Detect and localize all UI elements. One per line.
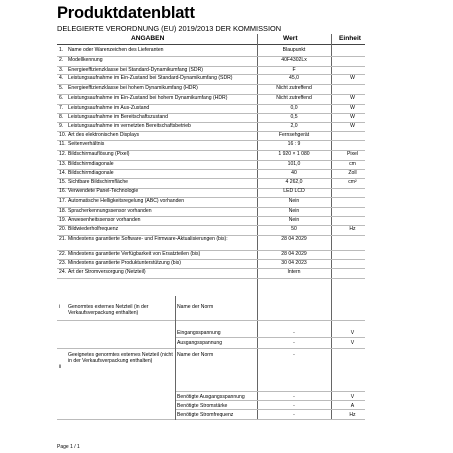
row-unit: W [350,123,355,129]
psu-voltage-unit: V [350,394,355,400]
psu-external-norm-value: - [293,352,295,358]
row-label: Art des elektronischen Displays [68,132,140,138]
row-number: 11. [59,141,66,147]
row-number: 22. [59,251,67,257]
row-value: 4 262,0 [285,179,303,185]
row-number: 19. [59,217,67,223]
psu-external-norm-label: Name der Norm [177,352,214,358]
row-value: 50 [291,226,297,232]
psu-output-label: Ausgangsspannung [177,340,223,346]
row-unit: cm² [348,179,357,185]
row-number: 14. [59,170,67,176]
row-label: Spracherkennungssensor vorhanden [68,208,152,214]
psu-frequency-label: Benötigte Stromfrequenz [177,412,234,418]
row-value: 30 04 2023 [281,260,307,266]
row-label: Leistungsaufnahme im Ein-Zustand bei hohem Dynamikumfang (HDR) [68,95,228,101]
row-number: 9. [59,123,64,129]
row-divider [175,400,365,401]
row-value: LED LCD [283,188,305,194]
row-divider [175,391,365,392]
row-number: 12. [59,151,67,157]
row-unit: Zoll [348,170,357,176]
row-value: 28 04 2029 [281,251,307,257]
psu-voltage-label: Benötigte Ausgangsspannung [177,394,245,400]
row-value: 28 04 2029 [281,236,307,242]
header-wert: Wert [283,35,298,42]
row-unit: W [350,105,355,111]
psu-current-value: - [293,403,295,409]
row-value: 45,0 [289,75,299,81]
row-label: Leistungsaufnahme im Ein-Zustand bei Standard-Dynamikumfang (SDR) [68,75,233,81]
row-value: Fernsehgerät [278,132,310,138]
row-value: 16 : 9 [287,141,301,147]
row-number: 7. [59,105,64,111]
row-number: 3. [59,67,64,73]
row-label: Modellkennung [68,57,103,63]
row-unit: Pixel [346,151,359,157]
column-divider [175,296,176,420]
header-angaben: ANGABEN [131,35,165,42]
row-unit: Hz [349,226,356,232]
page-title: Produktdatenblatt [57,4,195,22]
row-label: Anwesenheitssensor vorhanden [68,217,141,223]
table-row [57,235,365,251]
row-divider [175,409,365,410]
row-number: 10. [59,132,67,138]
psu-voltage-value: - [293,394,295,400]
psu-internal-norm-label: Name der Norm [177,304,214,310]
row-divider [57,320,365,321]
product-data-table [57,34,365,420]
row-label: Bildschirmauflösung (Pixel) [68,151,130,157]
psu-output-value: - [293,340,295,346]
row-number: 6. [59,95,64,101]
row-number: 17. [59,198,67,204]
row-value: Nicht zutreffend [276,85,312,91]
row-divider [175,337,365,338]
row-value: Nein [288,208,300,214]
row-label: Name oder Warenzeichen des Lieferanten [68,47,164,53]
row-label: Leistungsaufnahme im Bereitschaftszustand [68,114,168,120]
row-label: Mindestens garantierte Software- und Firmware-Aktualisierungen (bis): [68,236,228,242]
row-number: 13. [59,161,67,167]
row-value: 40 [291,170,297,176]
psu-external-label: Geeignetes genormtes externes Netzteil (nicht in der Verkaufsverpackung enthalten) [68,352,173,364]
row-value: 101,0 [287,161,301,167]
row-unit: W [350,114,355,120]
row-value: Nein [288,198,300,204]
row-number: 4. [59,75,64,81]
page-footer: Page 1 / 1 [57,444,80,450]
psu-frequency-value: - [293,412,295,418]
table-row [57,268,365,279]
row-label: Bildschirmdiagonale [68,170,114,176]
row-value: 40F4302Lx [281,57,307,63]
row-number: 20. [59,226,67,232]
row-label: Seitenverhältnis [68,141,105,147]
psu-input-value: - [293,330,295,336]
row-value: 0,0 [290,105,298,111]
psu-output-unit: V [350,340,355,346]
row-label: Sichtbare Bildschirmfläche [68,179,129,185]
header-einheit: Einheit [339,35,361,42]
table-header [57,34,365,45]
row-value: F [292,67,296,73]
psu-current-label: Benötigte Stromstärke [177,403,228,409]
psu-input-label: Eingangsspannung [177,330,221,336]
row-number: 16. [59,188,67,194]
row-number: 5. [59,85,64,91]
row-number: 23. [59,260,67,266]
row-number: 24. [59,269,67,275]
row-divider [57,348,365,349]
psu-internal-label: Genormtes externes Netzteil (in der Verkaufsverpackung enthalten) [68,304,149,316]
row-label: Leistungsaufnahme im Aus-Zustand [68,105,150,111]
row-label: Energieeffizienzklasse bei hohem Dynamikumfang (HDR) [68,85,198,91]
row-number: 21. [59,236,67,242]
regulation-subtitle: DELEGIERTE VERORDNUNG (EU) 2019/2013 DER KOMMISSION [57,24,282,33]
row-label: Energieeffizienzklasse bei Standard-Dynamikumfang (SDR) [68,67,203,73]
row-number: 8. [59,114,64,120]
psu-current-unit: A [350,403,355,409]
psu-input-unit: V [350,330,355,336]
row-label: Mindestens garantierte Produktunterstützung (bis) [68,260,181,266]
row-unit: W [350,75,355,81]
psu-frequency-unit: Hz [349,412,356,418]
row-value: 2,0 [290,123,298,129]
row-value: Intern [287,269,301,275]
row-value: Nein [288,217,300,223]
row-divider [57,419,365,420]
row-unit: cm [349,161,356,167]
row-number: 15. [59,179,67,185]
row-unit: W [350,95,355,101]
row-value: 1 920 × 1 080 [278,151,310,157]
row-label: Automatische Helligkeitsregelung (ABC) vorhanden [68,198,185,204]
row-number: 1. [59,47,64,53]
psu-external-marker: ii [59,364,62,370]
row-number: 2. [59,57,64,63]
row-value: 0,5 [290,114,298,120]
row-label: Bildschirmdiagonale [68,161,114,167]
row-number: 18. [59,208,67,214]
row-label: Verwendete Panel-Technologie [68,188,139,194]
row-label: Leistungsaufnahme im vernetzten Bereitschaftsbetrieb [68,123,191,129]
row-label: Art der Stromversorgung (Netzteil) [68,269,146,275]
row-value: Nicht zutreffend [276,95,312,101]
row-value: Blaupunkt [282,47,306,53]
row-label: Bildwiederholfrequenz [68,226,119,232]
psu-internal-marker: i [59,304,61,310]
row-label: Mindestens garantierte Verfügbarkeit von Ersatzteilen (bis) [68,251,201,257]
